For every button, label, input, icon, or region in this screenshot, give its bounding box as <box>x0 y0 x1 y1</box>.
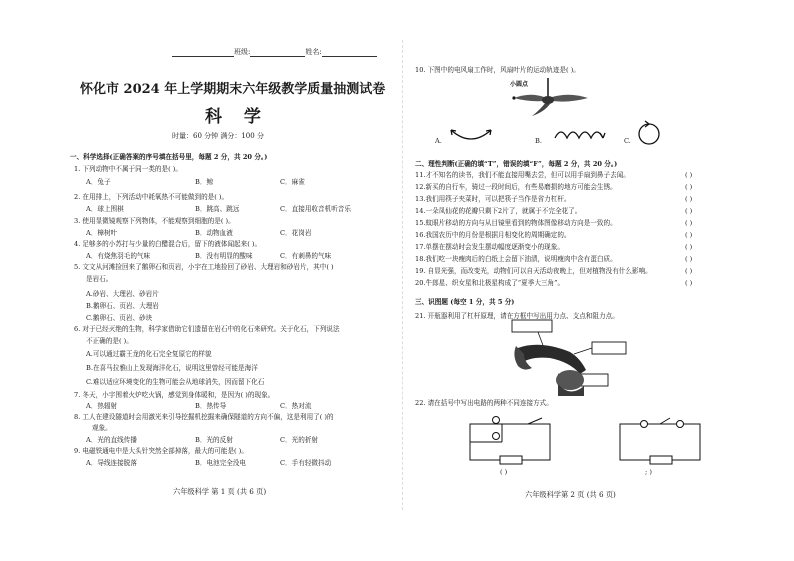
circle-trajectory-icon <box>635 120 663 148</box>
q22-stem: 22. 请在括号中写出电路的两种不同连接方式。 <box>415 399 553 407</box>
label-box-top[interactable] <box>512 320 552 332</box>
q4-option-a: A．有烧焦羽毛的气味 <box>86 252 151 260</box>
exam-title: 怀化市 2024 年上学期期末六年级教学质量抽测试卷 <box>80 82 386 97</box>
q3-option-a: A．樟树叶 <box>86 229 118 237</box>
tf-item-14: 14.一朵凤仙花的花瓣只剩下2片了，就属于不完全花了。 <box>415 207 582 215</box>
arc-trajectory-icon <box>447 124 495 144</box>
tf-item-18: 18.我们吃一块瘦肉后的白纸上会留下油渍，说明瘦肉中含有蛋白质。 <box>415 255 617 263</box>
q8-option-a: A．光的直线传播 <box>86 436 137 444</box>
tf-answer-16[interactable]: ( ) <box>685 231 693 239</box>
tf-answer-13[interactable]: ( ) <box>685 195 693 203</box>
page-2-footer: 六年级科学第 2 页 (共 6 页) <box>525 490 616 499</box>
q7-stem: 7. 冬天，小宇围着火炉吃火锅，感觉到身体暖和，是因为( )的现象。 <box>74 391 275 399</box>
time-info: 时量：60 分钟 满分：100 分 <box>172 132 264 140</box>
q10-option-b: B. <box>535 137 542 145</box>
tf-answer-18[interactable]: ( ) <box>685 255 693 263</box>
q22-answer-1[interactable]: ( ) <box>500 468 508 476</box>
tf-answer-20[interactable]: ( ) <box>685 279 693 287</box>
q10-option-a: A. <box>435 137 442 145</box>
fan-blade-left <box>514 95 544 101</box>
exam-page-2 <box>405 0 794 561</box>
tf-item-12: 12.新买的自行车，骑过一段时间后，有些易磨损的地方可能会生锈。 <box>415 183 617 191</box>
circuit-diagram-2 <box>610 410 710 466</box>
battery-2-icon <box>650 456 672 464</box>
q7-option-c: C．热对流 <box>280 402 312 410</box>
tf-answer-14[interactable]: ( ) <box>685 207 693 215</box>
bulb-3-icon <box>641 421 648 428</box>
q3-stem: 3. 使用显微镜观察下列物体，不能观察到细胞的是( )。 <box>74 217 235 225</box>
label-box-right[interactable] <box>592 342 626 354</box>
q2-option-c: C．直接用收音机听音乐 <box>280 205 351 213</box>
q7-option-a: A．热辐射 <box>86 402 118 410</box>
q2-option-a: A．球上围棋 <box>86 205 124 213</box>
q5-stem-cont: 是岩石。 <box>86 275 113 283</box>
q9-option-c: C．手有轻微抖动 <box>280 459 332 467</box>
q5-option-a: A.砂岩、大理岩、砂岩片 <box>86 290 159 298</box>
tf-answer-11[interactable]: ( ) <box>685 171 693 179</box>
q4-stem: 4. 足够多的小苏打与少量的白醋混合后，留下的液体闻起来( )。 <box>74 240 262 248</box>
q1-stem: 1. 下列动物中不属于同一类的是( )。 <box>74 165 182 173</box>
tf-item-15: 15.蚊眼片移动的方向与从目镜里看到的物体图像移动方向是一致的。 <box>415 219 617 227</box>
q6-option-c: C.难以适应环境变化的生物可能会从地球消失，因而留下化石 <box>86 378 265 386</box>
tf-item-16: 16.我国农历中的月份是根据月相变化的周期确定的。 <box>415 231 571 239</box>
circuit-diagram-1 <box>460 410 560 466</box>
q7-option-b: B．热传导 <box>195 402 227 410</box>
bulb-4-icon <box>677 421 684 428</box>
q1-option-b: B．鲸 <box>195 178 214 186</box>
q8-option-b: B．光的反射 <box>195 436 233 444</box>
q10-option-c: C. <box>624 137 631 145</box>
section-3-title: 三、识图题 (每空 1 分，共 5 分) <box>415 298 515 306</box>
q22-answer-2[interactable]: ; ) <box>645 468 652 476</box>
q3-option-b: B．动物血液 <box>195 229 233 237</box>
q8-stem: 8. 工人在建设隧道时会用激光来引导挖掘机挖掘来确保隧道的方向不偏，这是利用了( )的 <box>74 413 334 421</box>
name-field[interactable] <box>322 48 377 57</box>
bulb-2-icon <box>493 433 500 440</box>
class-label: 班级: <box>234 48 251 56</box>
q8-option-c: C．光的折射 <box>280 436 319 444</box>
tf-answer-15[interactable]: ( ) <box>685 219 693 227</box>
section-2-title: 二、理性判断(正确的填“T”，错误的填“F”，每题 2 分，共 20 分。) <box>415 160 618 168</box>
tf-item-20: 20.牛郎星、织女星和北极星构成了“夏季大三角”。 <box>415 279 565 287</box>
q6-option-a: A.可以通过霸王龙的化石完全复原它的样貌 <box>86 350 212 358</box>
tf-answer-12[interactable]: ( ) <box>685 183 693 191</box>
page-1-footer: 六年级科学 第 1 页 (共 6 页) <box>173 487 267 496</box>
name-label: 姓名: <box>305 48 322 56</box>
tf-item-11: 11.才不知名的读书，我们不能直接用嘴去尝，但可以用手扇到鼻子去闻。 <box>415 171 630 179</box>
q6-stem-cont: 不正确的是( )。 <box>86 337 133 345</box>
opener-body <box>518 345 586 374</box>
battery-icon <box>500 456 522 464</box>
page-divider <box>402 40 403 510</box>
bottle-opener-illustration <box>510 318 630 398</box>
q4-option-c: C．有刺鼻的气味 <box>280 252 332 260</box>
q10-dot-label: 小圆点 <box>510 81 529 88</box>
q6-stem: 6. 对于已经灭绝的生物，科学家借助它们遗留在岩石中的化石来研究。关于化石，下列说法 <box>74 325 340 333</box>
q6-option-b: B.在喜马拉雅山上发现海洋化石，说明这里曾经可能是海洋 <box>86 364 258 372</box>
ceiling-fan-illustration <box>500 78 595 120</box>
tf-item-19: 19. 自显光强，而改变光，动物们可以自天活动夜晚上，但对植物没有什么影响。 <box>415 267 652 275</box>
class-blank[interactable] <box>172 48 234 57</box>
q5-option-b: B.鹅卵石、页岩、大理岩 <box>86 302 159 310</box>
tf-answer-19[interactable]: ( ) <box>685 267 693 275</box>
q10-stem: 10. 下图中的电风扇工作时，风扇叶片的运动轨迹是( )。 <box>415 66 580 74</box>
q9-stem: 9. 电磁铁通电中是大头针突然全部掉落，最大的可能是( )。 <box>74 447 248 455</box>
student-info-line <box>172 48 377 57</box>
tf-answer-17[interactable]: ( ) <box>685 243 693 251</box>
fan-motor <box>542 96 554 104</box>
tf-item-13: 13.我们用筷子夹菜时，可以把筷子当作是省力杠杆。 <box>415 195 571 203</box>
q3-option-c: C．花岗岩 <box>280 229 312 237</box>
q9-option-a: A．导线连接脱落 <box>86 459 137 467</box>
q5-stem: 5. 文文从河滩捡回来了鹅卵石和页岩，小宇在工地捡回了砂岩、大理岩和砂岩片，其中( ) <box>74 263 334 271</box>
wave-trajectory-icon <box>551 124 609 144</box>
tf-item-17: 17.单摆在摆动时会发生摆动幅度逐渐变小的现象。 <box>415 243 564 251</box>
q1-option-c: C．麻雀 <box>280 178 305 186</box>
q2-stem: 2. 在用排上，下列活动中耗氧热不可能做到的是( )。 <box>74 193 229 201</box>
switch-icon <box>528 418 542 424</box>
class-field[interactable] <box>250 48 305 57</box>
q1-option-a: A．兔子 <box>86 178 111 186</box>
switch-2-icon <box>660 418 670 424</box>
fan-blade-front <box>532 102 550 116</box>
bulb-1-icon <box>493 417 500 424</box>
q8-stem-cont: 观象。 <box>92 424 112 432</box>
q2-option-b: B．跳高、跳远 <box>195 205 240 213</box>
q5-option-c: C.鹅卵石、页岩、砂块 <box>86 314 153 322</box>
subject-title: 科 学 <box>205 107 269 127</box>
q21-stem: 21. 开瓶器利用了杠杆原理，请在方框中写出用力点、支点和阻力点。 <box>415 312 619 320</box>
fan-blade-right <box>552 95 588 102</box>
q9-option-b: B．电池完全没电 <box>195 459 247 467</box>
q4-option-b: B．没有明显的酸味 <box>195 252 253 260</box>
section-1-title: 一、科学选择(正确答案的序号填在括号里，每题 2 分，共 20 分。) <box>70 153 268 161</box>
